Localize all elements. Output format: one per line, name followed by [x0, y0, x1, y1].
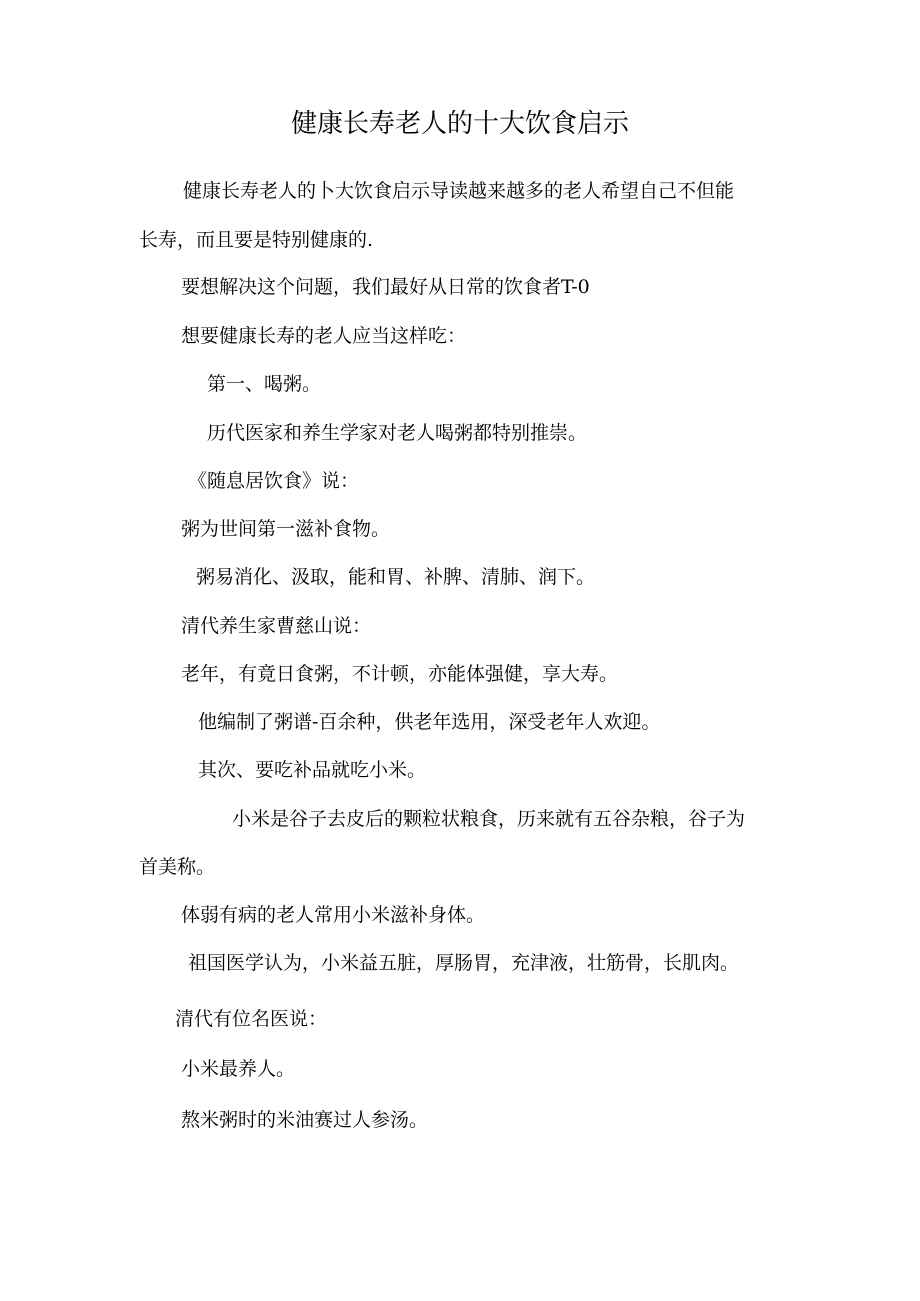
paragraph-line: 第一、喝粥。 — [207, 373, 322, 395]
paragraph-line: 小米是谷子去皮后的颗粒状粮食，历来就有五谷杂粮，谷子为 — [232, 808, 746, 830]
paragraph-line: 想要健康长寿的老人应当这样吃： — [181, 325, 467, 347]
document-title: 健康长寿老人的十大饮食启示 — [290, 109, 629, 139]
paragraph-line: 要想解决这个问题，我们最好从日常的饮食者T-0 — [181, 276, 590, 298]
paragraph-line: 粥易消化、汲取，能和胃、补脾、清肺、润下。 — [196, 566, 596, 588]
paragraph-line: 《随息居饮食》说： — [188, 470, 360, 492]
paragraph-line: 清代有位名医说： — [175, 1008, 328, 1030]
paragraph-line: 其次、要吃补品就吃小米。 — [198, 759, 427, 781]
paragraph-line: 熬米粥时的米油赛过人参汤。 — [181, 1109, 429, 1131]
paragraph-line: 体弱有病的老人常用小米滋补身体。 — [181, 904, 486, 926]
paragraph-line: 健康长寿老人的卜大饮食启示导读越来越多的老人希望自己不但能 — [183, 180, 735, 202]
paragraph-line: 老年，有竟日食粥，不计顿，亦能体强健，享大寿。 — [181, 663, 619, 685]
paragraph-line: 祖国医学认为，小米益五脏，厚肠胃，充津液，壮筋骨，长肌肉。 — [188, 952, 740, 974]
paragraph-line: 他编制了粥谱-百余种，供老年选用，深受老年人欢迎。 — [198, 711, 661, 733]
paragraph-line: 粥为世间第一滋补食物。 — [181, 518, 391, 540]
paragraph-line: 小米最养人。 — [181, 1058, 296, 1080]
paragraph-line: 清代养生家曹慈山说： — [181, 615, 372, 637]
paragraph-line: 首美称。 — [139, 856, 216, 878]
paragraph-line: 长寿，而且要是特别健康的. — [139, 229, 374, 251]
paragraph-line: 历代医家和养生学家对老人喝粥都特别推崇。 — [207, 422, 588, 444]
